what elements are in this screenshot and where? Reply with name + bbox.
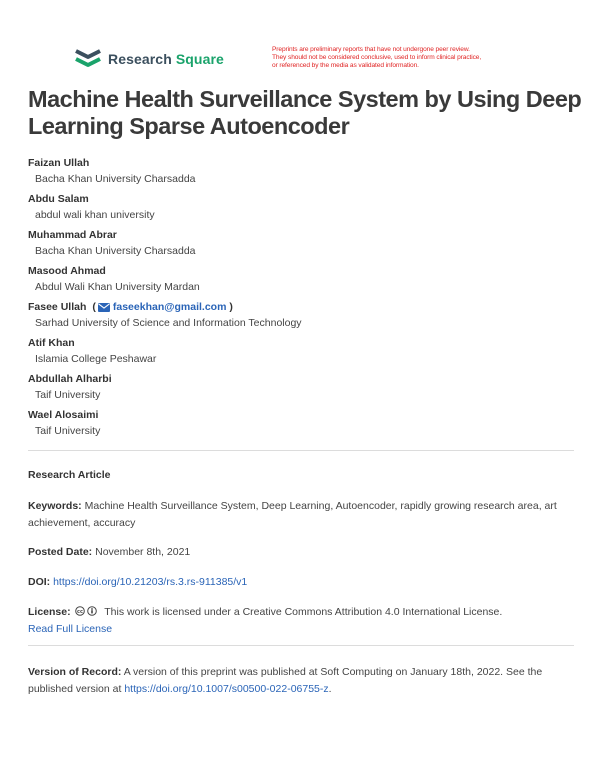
author-affiliation: Taif University — [35, 425, 101, 437]
author-entry — [28, 191, 588, 227]
author-name: Faizan Ullah — [28, 157, 90, 169]
version-of-record-field: Version of Record: A version of this preprint was published at Soft Computing on January 18th, 2022. See the published version at https://doi.org/10.1007/s00500-022-06755-z. — [28, 666, 543, 695]
author-affiliation: Islamia College Peshawar — [35, 353, 157, 365]
author-entry — [28, 227, 588, 263]
author-name: Wael Alosaimi — [28, 409, 99, 421]
posted-date-value: November 8th, 2021 — [95, 546, 191, 558]
cc-icon — [75, 606, 85, 616]
author-email-group: ( faseekhan@gmail.com ) — [92, 301, 233, 313]
author-name-row — [28, 299, 588, 316]
header — [0, 0, 600, 80]
author-entry — [28, 407, 588, 443]
author-list — [28, 155, 588, 443]
version-of-record-text: A version of this preprint was published at Soft Computing on January 18th, 2022. See the published version at — [28, 666, 543, 695]
author-affiliation: Taif University — [35, 389, 101, 401]
read-full-license-link[interactable]: Read Full License — [28, 623, 113, 635]
article-type: Research Article — [28, 469, 111, 481]
author-entry — [28, 155, 588, 191]
preprint-disclaimer: Preprints are preliminary reports that have not undergone peer review. They should not be considered conclusive, used to inform clinical practice, or referenced by the media as validated information. — [272, 46, 482, 69]
keywords-field — [28, 498, 574, 532]
author-affiliation: Sarhad University of Science and Information Technology — [35, 317, 302, 329]
svg-text:cc: cc — [76, 608, 83, 615]
author-affiliation: Bacha Khan University Charsadda — [35, 245, 196, 257]
section-divider — [28, 450, 574, 451]
section-divider — [28, 645, 574, 646]
license-field — [28, 604, 574, 638]
author-name: Masood Ahmad — [28, 265, 106, 277]
author-entry — [28, 335, 588, 371]
keywords-label: Keywords: — [28, 500, 82, 512]
license-text: This work is licensed under a Creative Commons Attribution 4.0 International License. — [104, 606, 503, 618]
keywords-value: Machine Health Surveillance System, Deep Learning, Autoencoder, rapidly growing research area, art achievement, accuracy — [28, 500, 557, 529]
author-affiliation: Bacha Khan University Charsadda — [35, 173, 196, 185]
doi-field — [28, 574, 574, 591]
published-version-link[interactable]: https://doi.org/10.1007/s00500-022-06755-z — [124, 683, 329, 695]
author-name: Abdullah Alharbi — [28, 373, 112, 385]
author-email-link[interactable]: faseekhan@gmail.com — [112, 301, 227, 313]
doi-link[interactable]: https://doi.org/10.21203/rs.3.rs-911385/v1 — [53, 576, 248, 588]
version-of-record-label: Version of Record: — [28, 666, 122, 678]
author-entry — [28, 371, 588, 407]
author-name: Atif Khan — [28, 337, 75, 349]
author-entry — [28, 263, 588, 299]
doi-label: DOI: — [28, 576, 51, 588]
author-name: Fasee Ullah — [28, 301, 87, 313]
brand-name: Research Square — [108, 51, 224, 67]
author-affiliation: Abdul Wali Khan University Mardan — [35, 281, 200, 293]
attribution-icon — [87, 606, 97, 616]
posted-date-label: Posted Date: — [28, 546, 93, 558]
license-label: License: — [28, 606, 71, 618]
author-name: Abdu Salam — [28, 193, 89, 205]
posted-date-field — [28, 544, 574, 561]
paper-title: Machine Health Surveillance System by Using Deep Learning Sparse Autoencoder — [28, 86, 582, 139]
author-entry-corresponding — [28, 299, 588, 335]
author-affiliation: abdul wali khan university — [35, 209, 155, 221]
research-square-logo-icon — [74, 48, 102, 70]
research-square-logo[interactable] — [74, 48, 224, 70]
creative-commons-badge — [75, 606, 99, 616]
envelope-icon — [98, 303, 110, 312]
author-name: Muhammad Abrar — [28, 229, 117, 241]
